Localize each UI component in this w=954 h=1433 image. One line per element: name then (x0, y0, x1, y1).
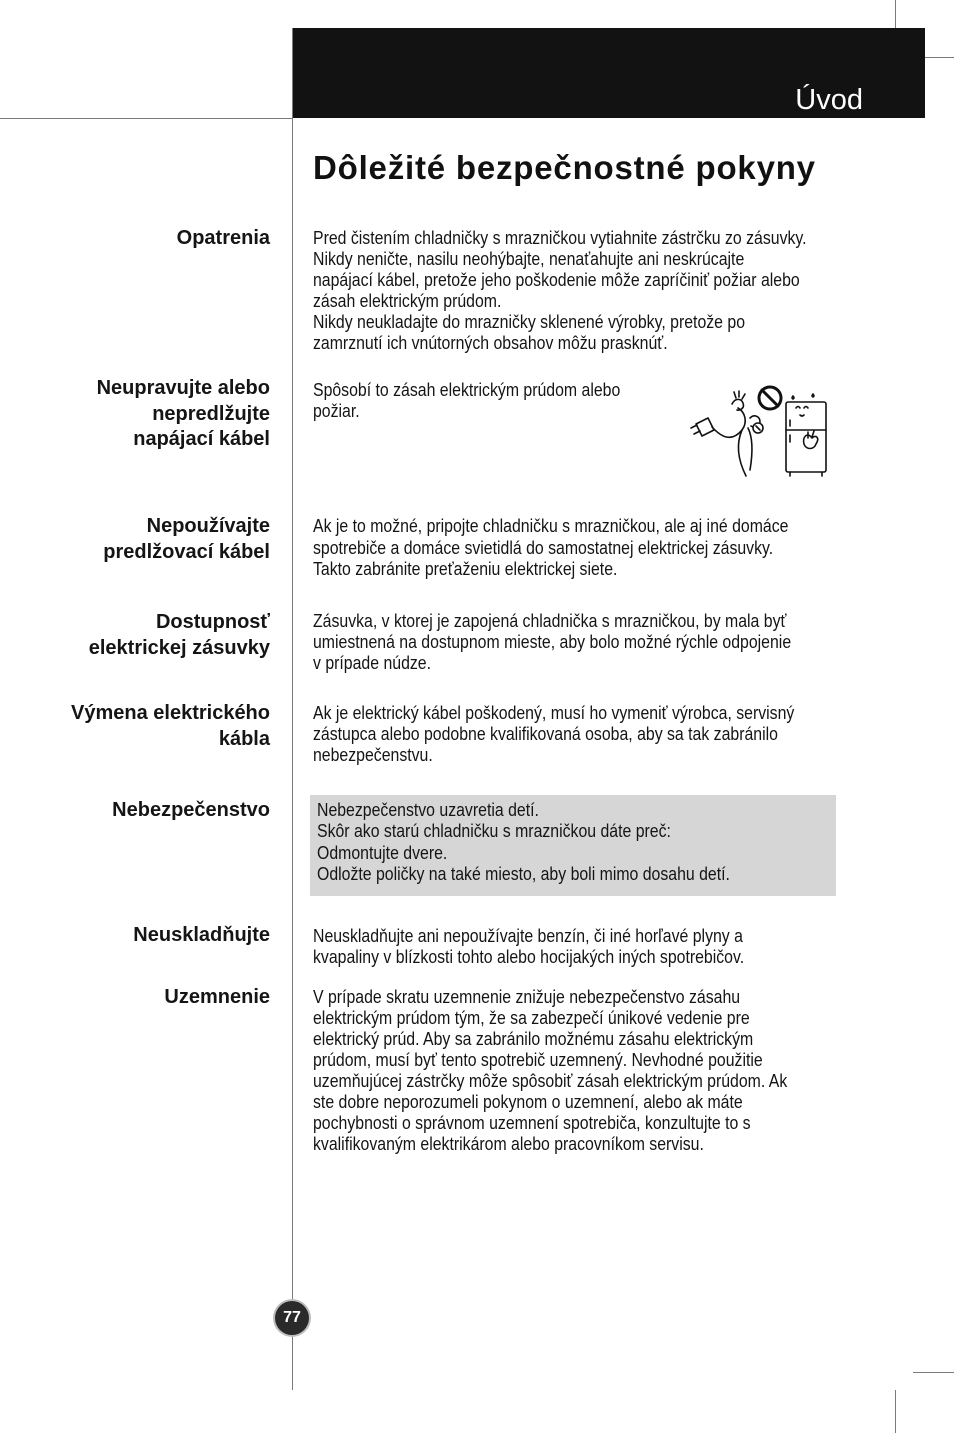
text-line: Odložte poličky na také miesto, aby boli mimo dosahu detí. (317, 863, 730, 884)
section-label-uzemnenie (0, 985, 270, 1011)
text-line: elektrický prúd. Aby sa zabránilo možnému zásahu elektrickým (313, 1029, 754, 1049)
section-label-line: elektrickej zásuvky (88, 636, 270, 659)
crop-mark-bottom-vertical (895, 1390, 896, 1433)
text-line: Zásuvka, v ktorej je zapojená chladnička s mrazničkou, by mala byť (313, 611, 787, 631)
text-line: Takto zabránite preťaženiu elektrickej siete. (313, 559, 618, 579)
text-line: nebezpečenstvu. (313, 745, 433, 765)
text-line: spotrebiče a domáce svietidlá do samostatnej elektrickej zásuvky. (313, 537, 774, 558)
text-line: Odmontujte dvere. (317, 842, 448, 863)
margin-rule (292, 28, 293, 1390)
section-text-nepouzivajte (313, 516, 841, 581)
text-line: umiestnená na dostupnom mieste, aby bolo možné rýchle odpojenie (313, 632, 792, 652)
section-label-opatrenia (0, 226, 270, 252)
text-line: prúdom, musí byť tento spotrebič uzemnený. Nevhodné použitie (313, 1050, 763, 1070)
text-line: kvalifikovaným elektrikárom alebo pracovníkom servisu. (313, 1134, 704, 1154)
no-modify-power-cord-icon (688, 380, 836, 480)
section-label-line: Nebezpečenstvo (112, 799, 270, 821)
section-label-line: Neuskladňujte (133, 924, 270, 946)
text-line: Pred čistením chladničky s mrazničkou vytiahnite zástrčku zo zásuvky. (313, 228, 807, 248)
crop-mark-top-vertical (895, 0, 896, 28)
page-number: 77 (275, 1301, 309, 1335)
chapter-title: Úvod (795, 84, 863, 116)
text-line: Nikdy neničte, nasilu neohýbajte, nenaťahujte ani neskrúcajte (313, 249, 745, 269)
text-line: Nebezpečenstvo uzavretia detí. (317, 800, 539, 820)
section-label-neupravujte (0, 376, 270, 453)
page-title: Dôležité bezpečnostné pokyny (313, 149, 816, 186)
text-line: Nikdy neukladajte do mrazničky sklenené výrobky, pretože po (313, 312, 746, 332)
section-text-vymena (313, 703, 841, 766)
section-text-neuskladnujte (313, 926, 841, 968)
section-text-opatrenia (313, 228, 841, 354)
text-line: Neuskladňujte ani nepoužívajte benzín, či iné horľavé plyny a (313, 926, 743, 946)
text-line: zásah elektrickým prúdom. (313, 291, 502, 311)
text-line: uzemňujúcej zástrčky môže spôsobiť zásah elektrickým prúdom. Ak (313, 1071, 788, 1091)
section-label-dostupnost (0, 610, 270, 661)
section-label-nebezpecenstvo (0, 798, 270, 824)
section-label-line: Dostupnosť (155, 611, 270, 633)
text-line: zamrznutí ich vnútorných obsahov môžu prasknúť. (313, 333, 668, 353)
warning-box (310, 795, 836, 896)
section-label-vymena (0, 701, 270, 752)
text-line: požiar. (313, 401, 360, 421)
section-label-line: Uzemnenie (164, 986, 270, 1008)
text-line: napájací kábel, pretože jeho poškodenie môže zapríčiniť požiar alebo (313, 270, 800, 290)
text-line: kvapaliny v blízkosti tohto alebo hocijakých iných spotrebičov. (313, 947, 745, 967)
section-text-uzemnenie (313, 987, 841, 1155)
section-text-nebezpecenstvo (317, 800, 845, 885)
text-line: Ak je elektrický kábel poškodený, musí ho vymeniť výrobca, servisný (313, 703, 795, 723)
text-line: ste dobre neporozumeli pokynom o uzemnení, alebo ak máte (313, 1092, 743, 1112)
section-label-line: Opatrenia (176, 227, 270, 249)
text-line: elektrickým prúdom tým, že sa zabezpečí únikové vedenie pre (313, 1008, 750, 1028)
section-label-line: napájací kábel (133, 428, 270, 450)
section-label-line: Nepoužívajte (146, 515, 270, 537)
section-label-nepouzivajte (0, 514, 270, 565)
section-label-line: predlžovací kábel (103, 540, 270, 563)
section-label-line: Výmena elektrického (71, 702, 270, 724)
text-line: V prípade skratu uzemnenie znižuje nebezpečenstvo zásahu (313, 987, 741, 1007)
crop-mark-top-horizontal (925, 57, 954, 58)
section-text-dostupnost (313, 611, 841, 674)
section-label-neuskladnujte (0, 923, 270, 949)
text-line: Ak je to možné, pripojte chladničku s mrazničkou, ale aj iné domáce (313, 516, 789, 536)
section-label-line: kábla (218, 727, 270, 750)
section-label-line: Neupravujte alebo (96, 377, 270, 399)
text-line: Skôr ako starú chladničku s mrazničkou dáte preč: (317, 821, 671, 842)
text-line: Spôsobí to zásah elektrickým prúdom alebo (313, 380, 621, 400)
crop-mark-bottom-horizontal (913, 1372, 954, 1373)
top-left-rule (0, 118, 293, 119)
text-line: pochybnosti o správnom uzemnení spotrebiča, konzultujte to s (313, 1113, 751, 1133)
text-line: v prípade núdze. (313, 653, 432, 673)
chapter-header-bar (293, 28, 925, 118)
section-label-line: nepredlžujte (152, 402, 270, 425)
text-line: zástupca alebo podobne kvalifikovaná osoba, aby sa tak zabránilo (313, 724, 778, 744)
